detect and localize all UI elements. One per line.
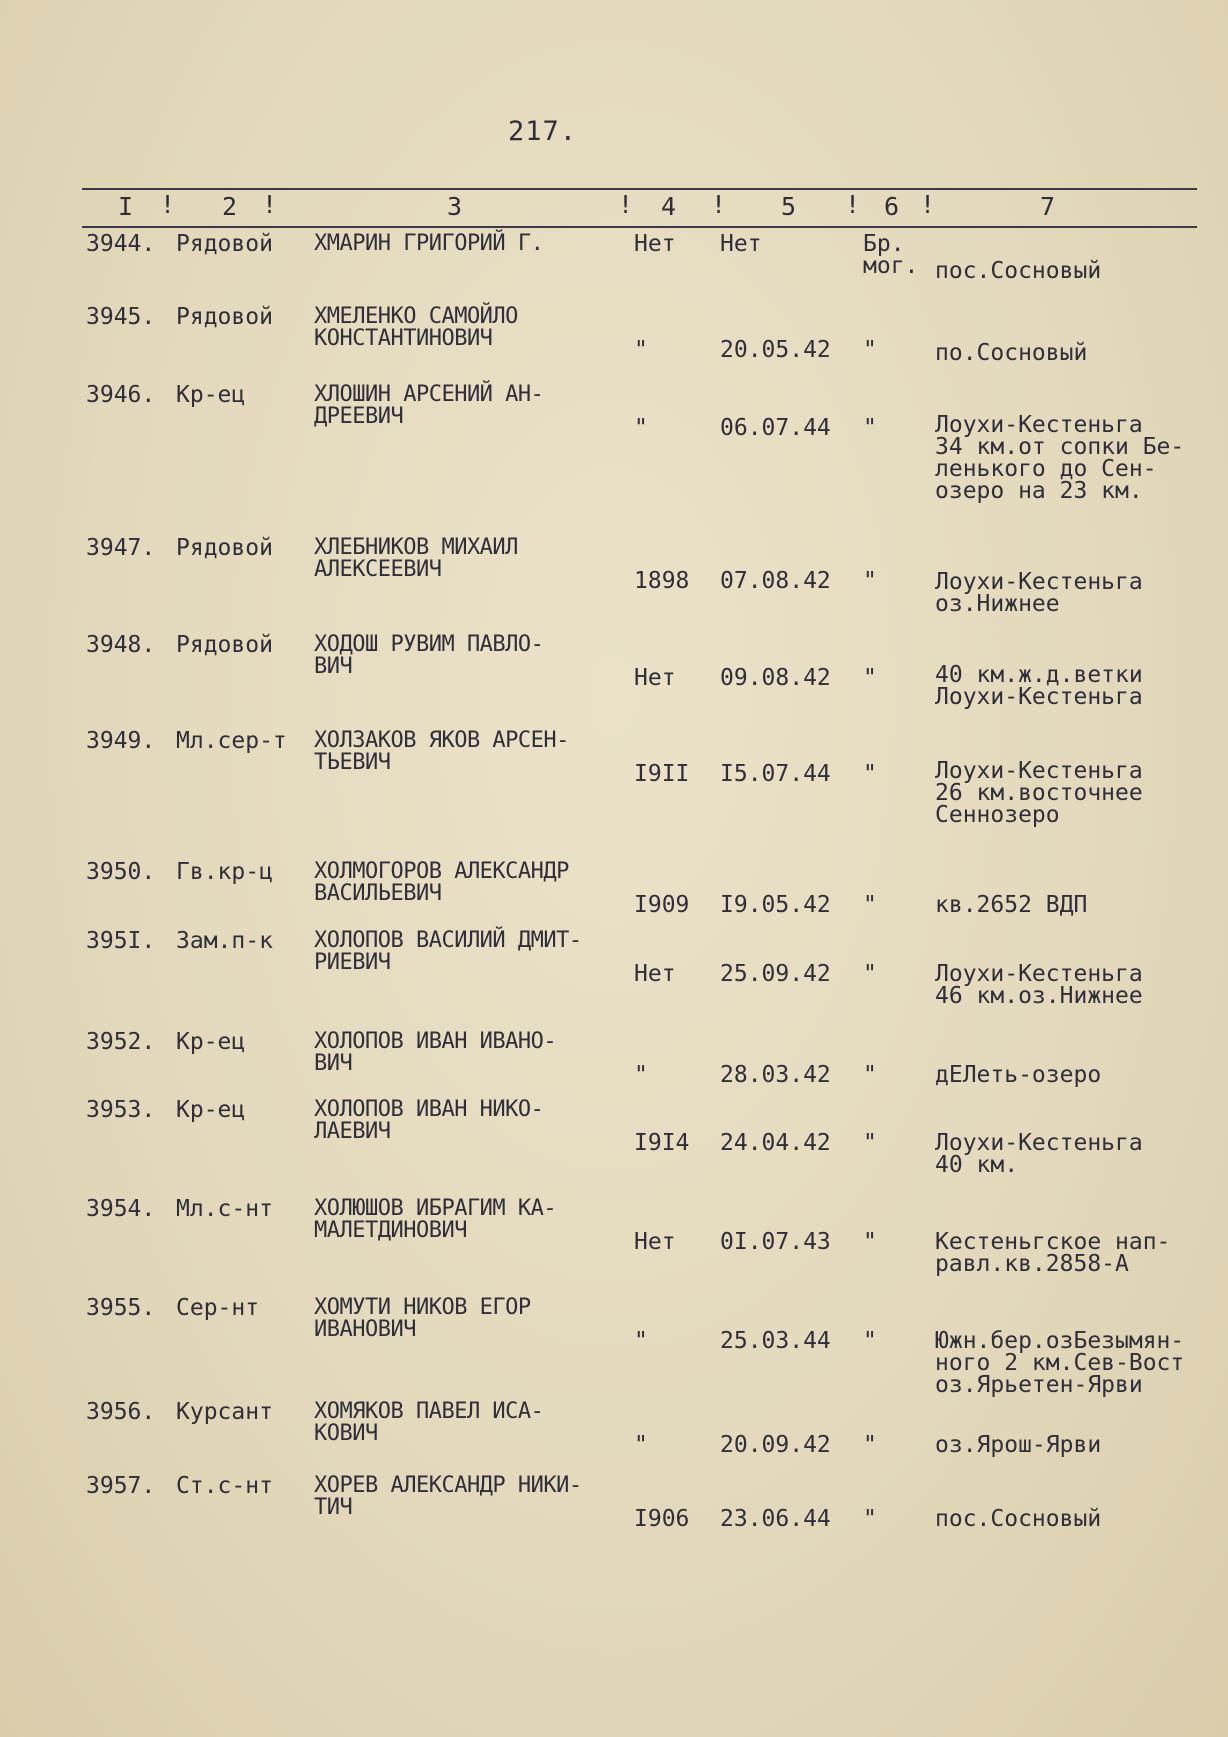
record-name-line: ХОЛОПОВ ИВАН ИВАНО- <box>314 1029 557 1054</box>
record-burial-place-line: Сеннозеро <box>935 802 1060 828</box>
record-death-date: 0I.07.43 <box>720 1229 831 1255</box>
record-burial-place-line: оз.Нижнее <box>935 591 1060 617</box>
record-birth-year: I9II <box>634 761 690 787</box>
record-number: 3953. <box>86 1097 156 1123</box>
record-birth-year: Нет <box>634 961 676 987</box>
record-name-line: ВИЧ <box>314 654 353 679</box>
header-bottom-rule <box>82 226 1197 228</box>
col-header-1: I <box>118 192 134 221</box>
record-burial-type: Бр. <box>863 231 905 257</box>
record-burial-type: " <box>863 337 877 363</box>
record-birth-year: Нет <box>634 665 676 691</box>
record-number: 3946. <box>86 382 156 408</box>
record-name-line: КОНСТАНТИНОВИЧ <box>314 326 493 351</box>
record-burial-place-line: 46 км.оз.Нижнее <box>935 983 1143 1009</box>
record-burial-type: " <box>863 1130 877 1156</box>
record-burial-type: " <box>863 665 877 691</box>
record-name-line: ТЬЕВИЧ <box>314 750 391 775</box>
record-birth-year: " <box>634 415 648 441</box>
record-burial-place-line: озеро на 23 км. <box>935 478 1143 504</box>
record-rank: Курсант <box>176 1399 273 1425</box>
record-death-date: 06.07.44 <box>720 415 831 441</box>
record-burial-place-line: Лоухи-Кестеньга <box>935 412 1143 438</box>
record-rank: Мл.с-нт <box>176 1196 273 1222</box>
record-name-line: ХОЛОПОВ ИВАН НИКО- <box>314 1097 544 1122</box>
record-rank: Сер-нт <box>176 1295 260 1321</box>
col-separator: ! <box>845 190 861 219</box>
col-header-3: 3 <box>447 192 463 221</box>
record-death-date: 24.04.42 <box>720 1130 831 1156</box>
record-name-line: ХОДОШ РУВИМ ПАВЛО- <box>314 632 544 657</box>
record-name-line: ХОРЕВ АЛЕКСАНДР НИКИ- <box>314 1473 582 1498</box>
record-burial-type: " <box>863 761 877 787</box>
record-burial-place-line: по.Сосновый <box>935 340 1088 366</box>
record-burial-place-line: 40 км.ж.д.ветки <box>935 662 1143 688</box>
record-death-date: I5.07.44 <box>720 761 831 787</box>
record-name-line: ВИЧ <box>314 1051 353 1076</box>
record-burial-type: " <box>863 1229 877 1255</box>
record-burial-type: " <box>863 1062 877 1088</box>
record-burial-type: " <box>863 568 877 594</box>
record-rank: Рядовой <box>176 304 273 330</box>
record-burial-place-line: пос.Сосновый <box>935 1506 1102 1532</box>
record-name-line: ХОЛЮШОВ ИБРАГИМ КА- <box>314 1196 557 1221</box>
record-death-date: 09.08.42 <box>720 665 831 691</box>
record-birth-year: " <box>634 1062 648 1088</box>
record-number: 395I. <box>86 928 156 954</box>
record-number: 3952. <box>86 1029 156 1055</box>
col-header-7: 7 <box>1040 192 1056 221</box>
record-name-line: ИВАНОВИЧ <box>314 1317 416 1342</box>
record-burial-type: " <box>863 1432 877 1458</box>
record-death-date: Нет <box>720 231 762 257</box>
record-burial-place-line: Южн.бер.озБезымян- <box>935 1328 1185 1354</box>
record-rank: Рядовой <box>176 231 273 257</box>
record-name-line: ДРЕЕВИЧ <box>314 404 404 429</box>
record-number: 3954. <box>86 1196 156 1222</box>
record-birth-year: I909 <box>634 892 690 918</box>
col-separator: ! <box>160 190 176 219</box>
col-header-2: 2 <box>222 192 238 221</box>
record-burial-place-line: оз.Ярьетен-Ярви <box>935 1372 1143 1398</box>
record-birth-year: I9I4 <box>634 1130 690 1156</box>
col-separator: ! <box>262 190 278 219</box>
record-birth-year: " <box>634 337 648 363</box>
record-burial-place-line: Лоухи-Кестеньга <box>935 961 1143 987</box>
record-name-line: ХОМЯКОВ ПАВЕЛ ИСА- <box>314 1399 544 1424</box>
record-birth-year: I906 <box>634 1506 690 1532</box>
record-name-line: ХМАРИН ГРИГОРИЙ Г. <box>314 231 544 256</box>
record-rank: Рядовой <box>176 535 273 561</box>
record-name-line: ХЛОШИН АРСЕНИЙ АН- <box>314 382 544 407</box>
record-burial-place-line: Лоухи-Кестеньга <box>935 569 1143 595</box>
record-burial-type: " <box>863 1328 877 1354</box>
record-number: 3948. <box>86 632 156 658</box>
record-birth-year: " <box>634 1328 648 1354</box>
record-name-line: ВАСИЛЬЕВИЧ <box>314 881 442 906</box>
record-rank: Кр-ец <box>176 382 246 408</box>
record-burial-place-line: оз.Ярош-Ярви <box>935 1432 1102 1458</box>
col-header-6: 6 <box>884 192 900 221</box>
record-burial-place-line: Лоухи-Кестеньга <box>935 1130 1143 1156</box>
record-name-line: ХОЛМОГОРОВ АЛЕКСАНДР <box>314 859 569 884</box>
header-top-rule <box>82 188 1197 190</box>
record-rank: Кр-ец <box>176 1097 246 1123</box>
record-number: 3957. <box>86 1473 156 1499</box>
record-burial-place-line: Лоухи-Кестеньга <box>935 758 1143 784</box>
record-name-line: РИЕВИЧ <box>314 950 391 975</box>
record-burial-place-line: 26 км.восточнее <box>935 780 1143 806</box>
record-death-date: I9.05.42 <box>720 892 831 918</box>
record-birth-year: " <box>634 1432 648 1458</box>
record-burial-type: " <box>863 961 877 987</box>
record-rank: Гв.кр-ц <box>176 859 273 885</box>
record-name-line: АЛЕКСЕЕВИЧ <box>314 557 442 582</box>
record-birth-year: Нет <box>634 1229 676 1255</box>
record-death-date: 25.09.42 <box>720 961 831 987</box>
record-burial-type: " <box>863 892 877 918</box>
record-number: 3956. <box>86 1399 156 1425</box>
record-burial-place-line: ного 2 км.Сев-Вост <box>935 1350 1185 1376</box>
record-burial-place-line: равл.кв.2858-А <box>935 1251 1129 1277</box>
record-name-line: ХМЕЛЕНКО САМОЙЛО <box>314 304 518 329</box>
record-name-line: ХОЛЗАКОВ ЯКОВ АРСЕН- <box>314 728 569 753</box>
col-separator: ! <box>920 190 936 219</box>
record-name-line: ХЛЕБНИКОВ МИХАИЛ <box>314 535 518 560</box>
record-rank: Рядовой <box>176 632 273 658</box>
record-burial-place-line: Кестеньгское нап- <box>935 1229 1171 1255</box>
record-burial-type: мог. <box>863 253 919 279</box>
record-birth-year: Нет <box>634 231 676 257</box>
record-burial-place-line: дЕЛеть-озеро <box>935 1062 1102 1088</box>
record-burial-place-line: Лоухи-Кестеньга <box>935 684 1143 710</box>
page-number: 217. <box>508 116 578 147</box>
record-number: 3949. <box>86 728 156 754</box>
record-name-line: ТИЧ <box>314 1495 353 1520</box>
record-rank: Ст.с-нт <box>176 1473 273 1499</box>
record-death-date: 20.09.42 <box>720 1432 831 1458</box>
record-burial-place-line: ленького до Сен- <box>935 456 1157 482</box>
record-rank: Зам.п-к <box>176 928 273 954</box>
record-name-line: КОВИЧ <box>314 1421 378 1446</box>
record-death-date: 28.03.42 <box>720 1062 831 1088</box>
record-death-date: 20.05.42 <box>720 337 831 363</box>
record-burial-place-line: 40 км. <box>935 1152 1019 1178</box>
record-burial-place-line: кв.2652 ВДП <box>935 892 1088 918</box>
record-number: 3950. <box>86 859 156 885</box>
record-rank: Мл.сер-т <box>176 728 287 754</box>
record-death-date: 07.08.42 <box>720 568 831 594</box>
record-name-line: ХОЛОПОВ ВАСИЛИЙ ДМИТ- <box>314 928 582 953</box>
record-number: 3947. <box>86 535 156 561</box>
record-death-date: 25.03.44 <box>720 1328 831 1354</box>
record-burial-type: " <box>863 1506 877 1532</box>
record-name-line: ХОМУТИ НИКОВ ЕГОР <box>314 1295 531 1320</box>
record-number: 3945. <box>86 304 156 330</box>
record-burial-place-line: 34 км.от сопки Бе- <box>935 434 1185 460</box>
col-separator: ! <box>711 190 727 219</box>
record-birth-year: 1898 <box>634 568 690 594</box>
record-burial-place-line: пос.Сосновый <box>935 258 1102 284</box>
col-header-4: 4 <box>661 192 677 221</box>
record-number: 3944. <box>86 231 156 257</box>
col-separator: ! <box>618 190 634 219</box>
col-header-5: 5 <box>781 192 797 221</box>
record-number: 3955. <box>86 1295 156 1321</box>
record-death-date: 23.06.44 <box>720 1506 831 1532</box>
record-rank: Кр-ец <box>176 1029 246 1055</box>
record-burial-type: " <box>863 415 877 441</box>
record-name-line: МАЛЕТДИНОВИЧ <box>314 1218 467 1243</box>
record-name-line: ЛАЕВИЧ <box>314 1119 391 1144</box>
